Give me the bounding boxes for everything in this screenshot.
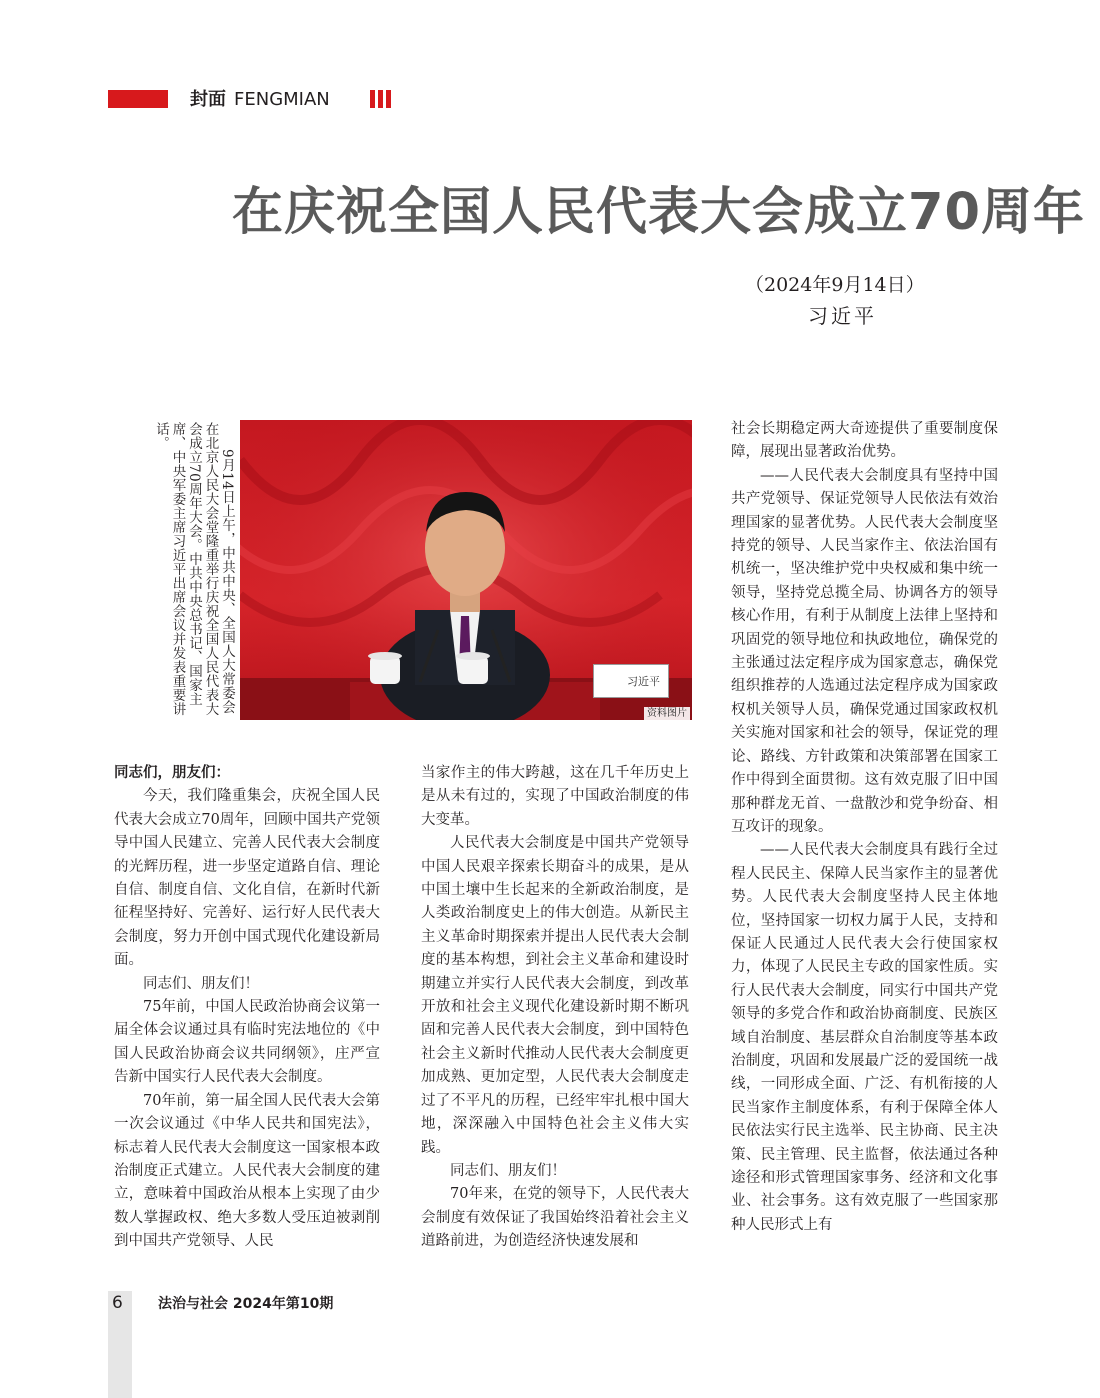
article-author: 习近平	[808, 304, 877, 328]
paragraph-continued: 社会长期稳定两大奇迹提供了重要制度保障，展现出显著政治优势。	[731, 421, 998, 461]
paragraph: 75年前，中国人民政治协商会议第一届全体会议通过具有临时宪法地位的《中国人民政治协商会议共同纲领》，庄严宣告新中国实行人民代表大会制度。	[114, 999, 380, 1086]
header-red-bar	[108, 90, 168, 108]
speech-date: （2024年9月14日）	[745, 274, 925, 296]
section-label	[190, 88, 330, 112]
paragraph: 同志们、朋友们！	[143, 975, 259, 992]
paragraph-continued: 当家作主的伟大跨越，这在几千年历史上是从未有过的，实现了中国政治制度的伟大变革。	[421, 765, 689, 828]
greeting: 同志们，朋友们：	[114, 765, 230, 781]
paragraph: 70年前，第一届全国人民代表大会第一次会议通过《中华人民共和国宪法》，标志着人民代表大会制度这一国家根本政治制度正式建立。人民代表大会制度的建立，意味着中国政治从根本上实现了由少数人掌握政权、绝大多数人受压迫被剥削到中国共产党领导、人民	[114, 1092, 380, 1250]
photo-credit: 资料图片	[644, 707, 690, 720]
header-stripes	[370, 90, 396, 108]
page-number: 6	[112, 1293, 123, 1313]
section-label-cn: 封面	[190, 89, 226, 110]
speaker-photo	[240, 420, 692, 720]
article-column-2	[421, 762, 689, 1254]
nameplate: 习近平	[593, 664, 669, 698]
article-title: 在庆祝全国人民代表大会成立70周年	[232, 183, 1085, 242]
paragraph: 同志们、朋友们！	[450, 1162, 566, 1179]
paragraph: ——人民代表大会制度具有坚持中国共产党领导、保证党领导人民依法有效治理国家的显著优势。人民代表大会制度坚持党的领导、人民当家作主、依法治国有机统一，坚决维护党中央权威和集中统一领导，坚持党总揽全局、协调各方的领导核心作用，有利于从制度上法律上坚持和巩固党的领导地位和执政地位，确保党的主张通过法定程序成为国家意志，确保党组织推荐的人选通过法定程序成为国家政权机关领导人员，确保党通过国家政权机关实施对国家和社会的领导，保证党的理论、路线、方针政策和决策部署在国家工作中得到全面贯彻。这有效克服了旧中国那种群龙无首、一盘散沙和党争纷奋、相互攻讦的现象。	[731, 467, 998, 835]
paragraph: ——人民代表大会制度具有践行全过程人民民主、保障人民当家作主的显著优势。人民代表大会制度坚持人民主体地位，坚持国家一切权力属于人民，支持和保证人民通过人民代表大会行使国家权力，体现了人民民主专政的国家性质。实行人民代表大会制度，同实行中国共产党领导的多党合作和政治协商制度、民族区域自治制度、基层群众自治制度等基本政治制度，巩固和发展最广泛的爱国统一战线，一同形成全面、广泛、有机衔接的人民当家作主制度体系，有利于保障全体人民依法实行民主选举、民主协商、民主决策、民主管理、民主监督，依法通过各种途径和形式管理国家事务、经济和文化事业、社会事务。这有效克服了一些国家那种人民形式上有	[731, 842, 998, 1233]
journal-issue: 法治与社会 2024年第10期	[158, 1296, 334, 1312]
paragraph: 70年来，在党的领导下，人民代表大会制度有效保证了我国始终沿着社会主义道路前进，为创造经济快速发展和	[421, 1186, 689, 1250]
article-column-1	[114, 762, 380, 1254]
section-label-en: FENGMIAN	[234, 89, 330, 110]
photo-caption: 9月14日上午，中共中央、全国人大常委会在北京人民大会堂隆重举行庆祝全国人民代表大会成立70周年大会。中共中央总书记、国家主席、中央军委主席习近平出席会议并发表重要讲话。	[153, 422, 235, 716]
article-column-3	[731, 418, 998, 1237]
paragraph: 今天，我们隆重集会，庆祝全国人民代表大会成立70周年，回顾中国共产党领导中国人民建立、完善人民代表大会制度的光辉历程，进一步坚定道路自信、理论自信、制度自信、文化自信，在新时代新征程坚持好、完善好、运行好人民代表大会制度，努力开创中国式现代化建设新局面。	[114, 788, 380, 969]
paragraph: 人民代表大会制度是中国共产党领导中国人民艰辛探索长期奋斗的成果，是从中国土壤中生长起来的全新政治制度，是人类政治制度史上的伟大创造。从新民主主义革命时期探索并提出人民代表大会制度的基本构想，到社会主义革命和建设时期建立并实行人民代表大会制度，到改革开放和社会主义现代化建设新时期不断巩固和完善人民代表大会制度，到中国特色社会主义新时代推动人民代表大会制度更加成熟、更加定型，人民代表大会制度走过了不平凡的历程，已经牢牢扎根中国大地，深深融入中国特色社会主义伟大实践。	[421, 835, 689, 1156]
